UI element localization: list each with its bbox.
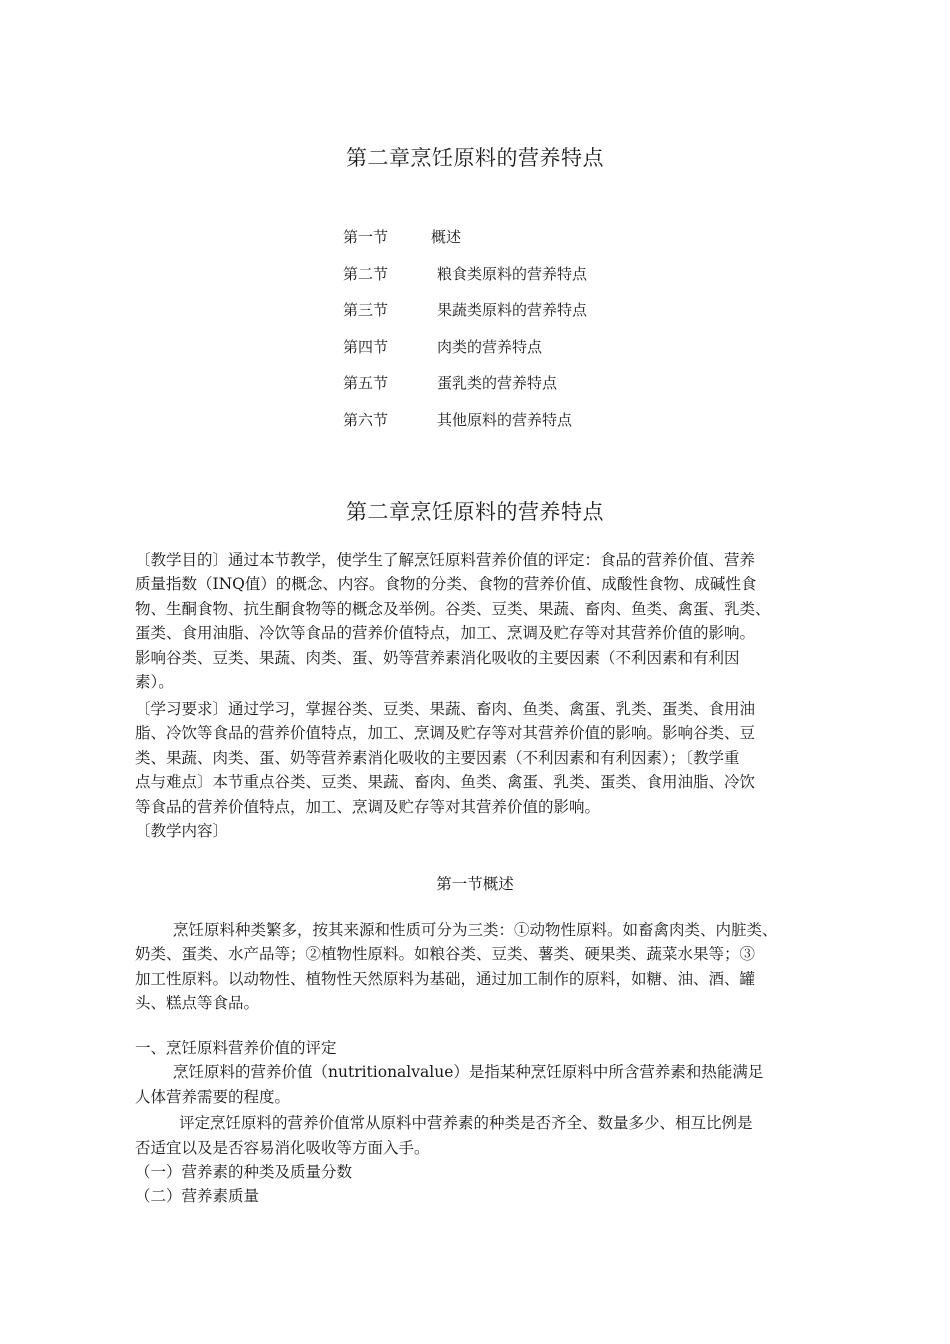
toc-item-label: 蛋乳类的营养特点	[437, 374, 558, 392]
table-of-contents	[343, 226, 743, 445]
toc-item-label: 粮食类原料的营养特点	[437, 264, 588, 283]
toc-item	[343, 263, 743, 300]
chapter-title-repeat: 第二章烹饪原料的营养特点	[346, 500, 604, 524]
text-line: 加工性原料。以动物性、植物性天然原料为基础，通过加工制作的原料，如糖、油、酒、罐	[135, 969, 756, 988]
text-line: 素）。	[135, 673, 174, 692]
toc-item-number: 第六节	[343, 410, 389, 429]
subheading-quality: （二）营养素质量	[135, 1187, 260, 1206]
text-line: 评定烹饪原料的营养价值常从原料中营养素的种类是否齐全、数量多少、相互比例是	[179, 1114, 753, 1133]
intro-paragraph	[135, 918, 830, 1016]
text-line: 〔教学目的〕通过本节教学，使学生了解烹饪原料营养价值的评定：食品的营养价值、营养	[135, 551, 756, 569]
text-line: 〔教学内容〕	[135, 822, 229, 841]
toc-item	[343, 336, 743, 373]
toc-item-number: 第二节	[343, 264, 389, 283]
toc-item-label: 肉类的营养特点	[437, 337, 543, 356]
toc-item-number: 第三节	[343, 301, 389, 319]
text-line: 头、糕点等食品。	[135, 994, 260, 1013]
text-line: 类、果蔬、肉类、蛋、奶等营养素消化吸收的主要因素（不利因素和有利因素）；〔教学重	[135, 748, 740, 767]
text-line: 烹饪原料的营养价值（nutritionalvalue）是指某种烹饪原料中所含营养素和热能满足	[173, 1063, 764, 1082]
text-line: 否适宜以及是否容易消化吸收等方面入手。	[135, 1138, 430, 1157]
learning-requirements-paragraph	[135, 697, 830, 843]
toc-item-number: 第一节	[343, 228, 389, 246]
text-line: 质量指数（INQ值）的概念、内容。食物的分类、食物的营养价值、成酸性食物、成碱性食	[135, 575, 757, 594]
text-line: 奶类、蛋类、水产品等；②植物性原料。如粮谷类、豆类、薯类、硬果类、蔬菜水果等；③	[135, 945, 756, 964]
toc-item-label: 概述	[431, 228, 462, 246]
text-line: 影响谷类、豆类、果蔬、肉类、蛋、奶等营养素消化吸收的主要因素（不利因素和有利因	[135, 648, 740, 667]
text-line: 蛋类、食用油脂、冷饮等食品的营养价值特点，加工、烹调及贮存等对其营养价值的影响。	[135, 624, 756, 643]
text-line: 脂、冷饮等食品的营养价值特点，加工、烹调及贮存等对其营养价值的影响。影响谷类、豆	[135, 724, 756, 743]
section-title: 第一节概述	[436, 875, 514, 893]
heading-evaluation: 一、烹饪原料营养价值的评定	[135, 1039, 337, 1057]
text-line: 点与难点〕本节重点谷类、豆类、果蔬、畜肉、鱼类、禽蛋、乳类、蛋类、食用油脂、冷饮	[135, 773, 756, 792]
toc-item-number: 第五节	[343, 374, 389, 392]
toc-item-label: 其他原料的营养特点	[437, 410, 573, 429]
toc-item	[343, 372, 743, 409]
text-line: 〔学习要求〕通过学习，掌握谷类、豆类、果蔬、畜肉、鱼类、禽蛋、乳类、蛋类、食用油	[135, 700, 756, 718]
text-line: 人体营养需要的程度。	[135, 1087, 291, 1106]
text-line: 等食品的营养价值特点，加工、烹调及贮存等对其营养价值的影响。	[135, 797, 601, 816]
toc-item-label: 果蔬类原料的营养特点	[437, 301, 588, 319]
toc-item	[343, 299, 743, 336]
toc-item	[343, 226, 743, 263]
subheading-types: （一）营养素的种类及质量分数	[135, 1163, 353, 1182]
text-line: 烹饪原料种类繁多，按其来源和性质可分为三类：①动物性原料。如畜禽肉类、内脏类、	[173, 921, 778, 939]
toc-item	[343, 409, 743, 446]
text-line: 物、生酮食物、抗生酮食物等的概念及举例。谷类、豆类、果蔬、畜肉、鱼类、禽蛋、乳类、	[135, 599, 771, 618]
chapter-title: 第二章烹饪原料的营养特点	[346, 146, 604, 170]
teaching-goal-paragraph	[135, 548, 830, 694]
toc-item-number: 第四节	[343, 337, 389, 356]
section-body	[135, 1036, 830, 1209]
